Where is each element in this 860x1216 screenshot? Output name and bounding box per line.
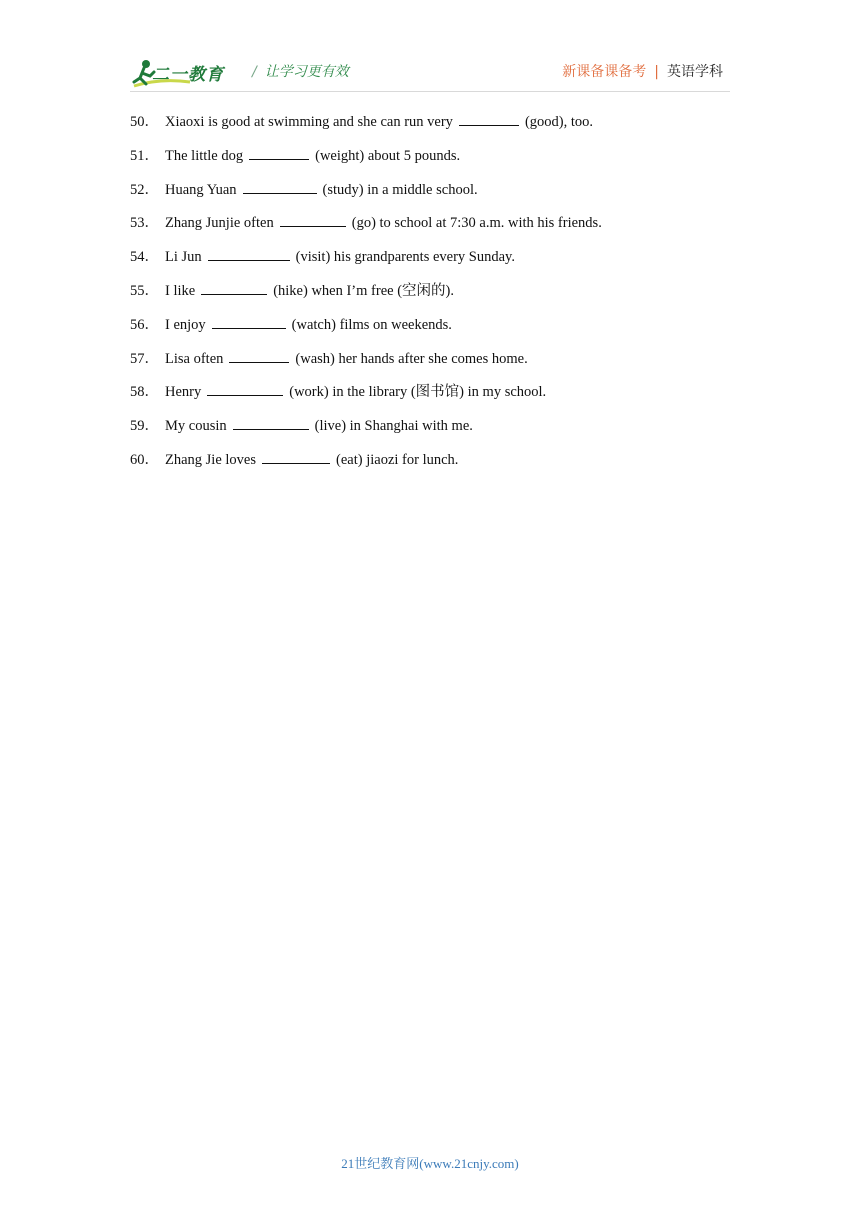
question-text: Huang Yuan — [165, 181, 237, 198]
question-hint: (good), too. — [524, 114, 593, 130]
page-footer[interactable]: 21世纪教育网(www.21cnjy.com) — [341, 1156, 519, 1171]
question-number: 58． — [130, 384, 159, 401]
question-text: Li Jun — [165, 249, 202, 266]
answer-blank[interactable] — [459, 111, 519, 126]
question-number: 50． — [130, 114, 159, 130]
question-hint: (wash) her hands after she comes home. — [295, 350, 528, 367]
answer-blank[interactable] — [212, 314, 286, 329]
question-item — [130, 348, 750, 382]
question-number: 55． — [130, 282, 159, 299]
answer-blank[interactable] — [280, 212, 346, 227]
question-text: Lisa often — [165, 350, 224, 367]
page-header — [0, 0, 860, 100]
question-text: Xiaoxi is good at swimming and she can run very — [165, 114, 453, 130]
question-hint: (study) in a middle school. — [322, 181, 478, 198]
question-number: 56． — [130, 316, 159, 333]
question-number: 57． — [130, 350, 159, 367]
question-hint: (watch) films on weekends. — [291, 316, 452, 333]
slogan-text: 让学习更有效 — [264, 64, 349, 80]
slogan — [252, 61, 349, 81]
question-item — [130, 314, 750, 348]
question-number: 54． — [130, 249, 159, 266]
answer-blank[interactable] — [262, 449, 330, 464]
answer-blank[interactable] — [207, 381, 283, 396]
question-text: Zhang Junjie often — [165, 215, 274, 232]
question-number: 59． — [130, 418, 159, 435]
question-text: I enjoy — [165, 316, 206, 333]
logo-text: 二一教育 — [152, 65, 224, 84]
answer-blank[interactable] — [243, 179, 317, 194]
question-item — [130, 246, 750, 280]
question-item — [130, 179, 750, 213]
question-hint: (weight) about 5 pounds. — [315, 147, 461, 164]
slogan-separator: / — [252, 64, 257, 80]
question-number: 51． — [130, 147, 159, 164]
answer-blank[interactable] — [233, 415, 309, 430]
question-hint: (hike) when I’m free (空闲的). — [273, 282, 454, 299]
question-text: Henry — [165, 384, 202, 401]
question-text: My cousin — [165, 418, 227, 435]
header-accent-text: 新课备课备考 — [562, 64, 647, 80]
question-item — [130, 449, 750, 483]
subject-label: 英语学科 — [667, 64, 723, 80]
question-item — [130, 415, 750, 449]
header-divider — [130, 91, 730, 92]
answer-blank[interactable] — [201, 280, 267, 295]
question-list — [130, 111, 750, 483]
question-item — [130, 280, 750, 314]
question-number: 52． — [130, 181, 159, 198]
question-number: 60． — [130, 451, 159, 468]
question-item — [130, 145, 750, 179]
question-text: I like — [165, 282, 196, 299]
question-hint: (visit) his grandparents every Sunday. — [295, 249, 515, 266]
question-hint: (go) to school at 7:30 a.m. with his friends. — [351, 215, 602, 232]
question-hint: (eat) jiaozi for lunch. — [336, 451, 459, 468]
header-subject — [562, 61, 723, 81]
question-item — [130, 381, 750, 415]
question-hint: (live) in Shanghai with me. — [314, 418, 473, 435]
question-text: The little dog — [165, 147, 244, 164]
answer-blank[interactable] — [208, 246, 290, 261]
question-hint: (work) in the library (图书馆) in my school. — [289, 384, 547, 401]
question-item — [130, 212, 750, 246]
question-item — [130, 111, 750, 145]
header-separator: | — [654, 64, 659, 80]
answer-blank[interactable] — [229, 348, 289, 363]
question-number: 53． — [130, 215, 159, 232]
question-text: Zhang Jie loves — [165, 451, 257, 468]
answer-blank[interactable] — [249, 145, 309, 160]
